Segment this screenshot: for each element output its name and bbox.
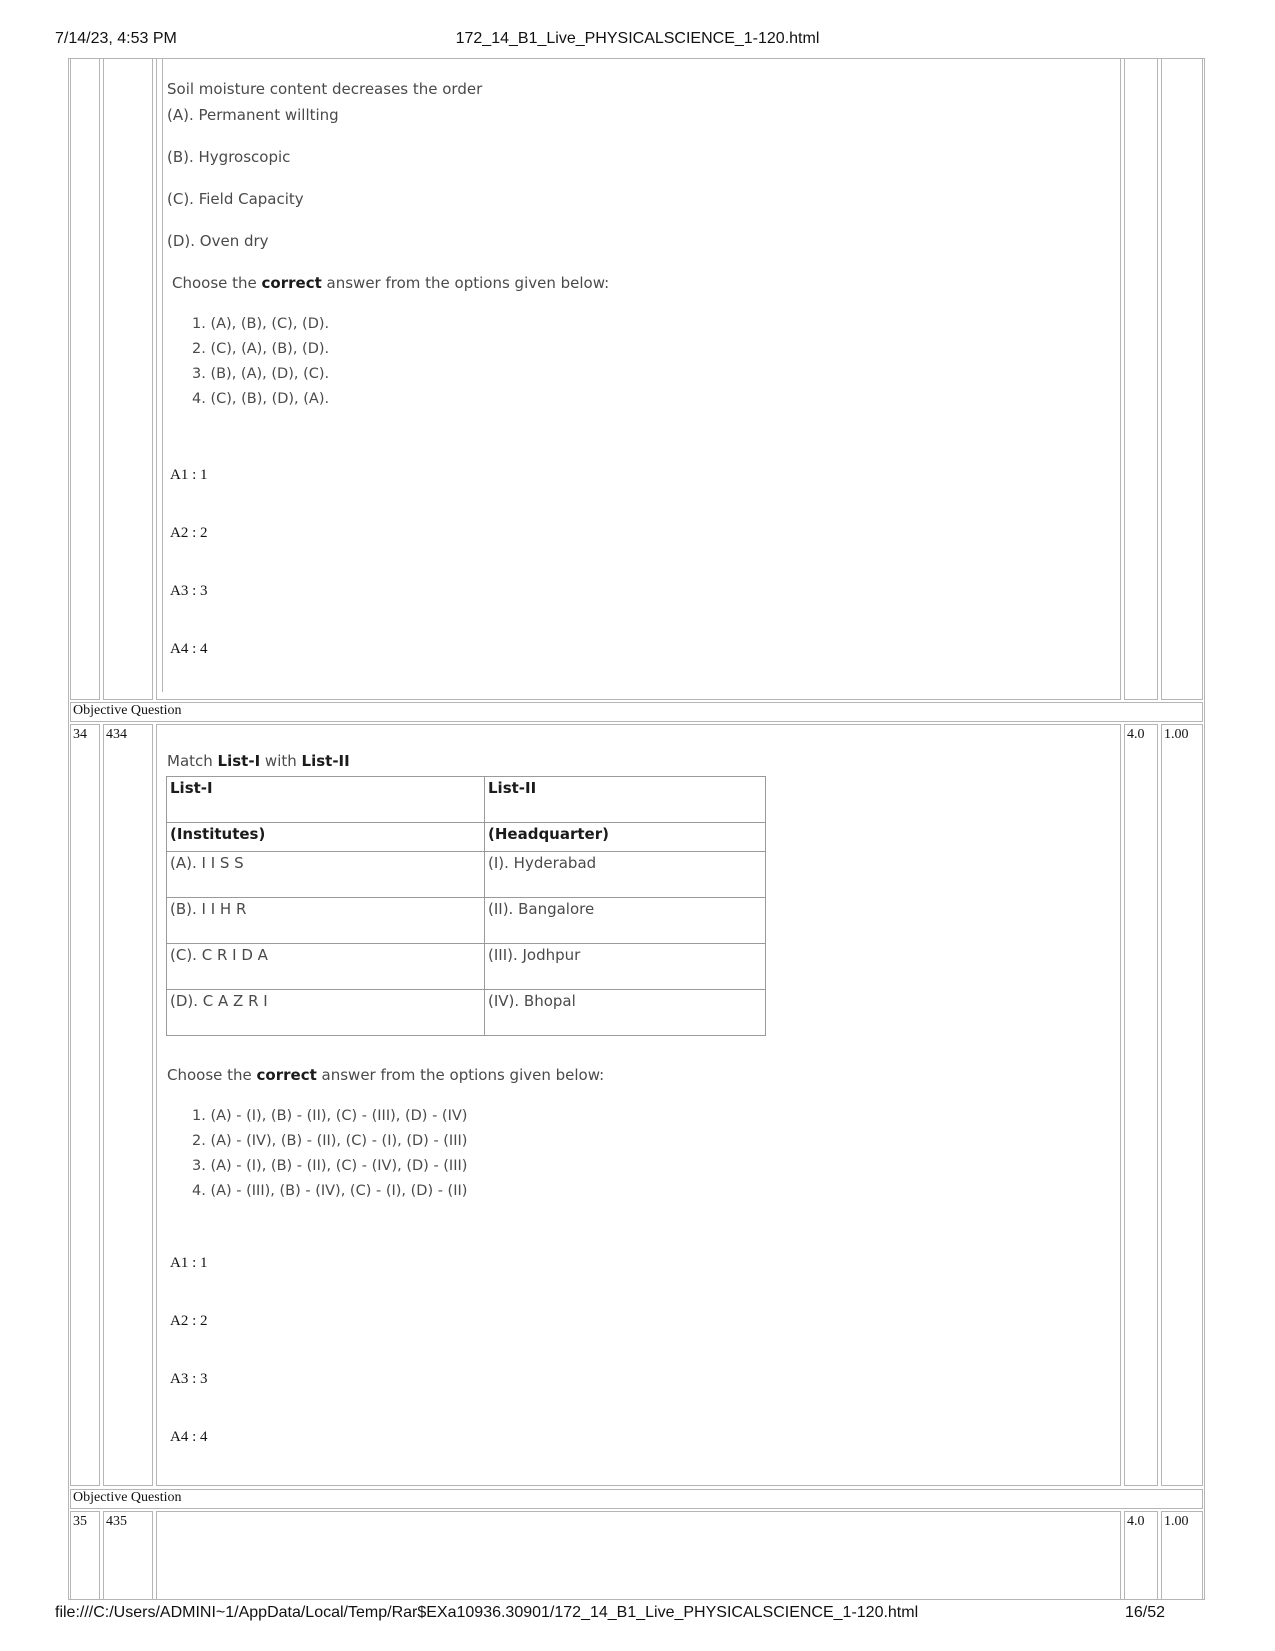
q33-option-3: 3. (B), (A), (D), (C). bbox=[192, 366, 330, 382]
section-label-row bbox=[70, 1489, 1203, 1509]
table-cell: (II). Bangalore bbox=[485, 898, 766, 944]
list-1-header: List-I bbox=[167, 777, 485, 823]
q33-qid-cell bbox=[103, 58, 153, 700]
section-label-row bbox=[70, 702, 1203, 722]
print-file-path: file:///C:/Users/ADMINI~1/AppData/Local/Temp/Rar$EXa10936.30901/172_14_B1_Live_PHYSICALSCIENCE_1-120.html bbox=[55, 1604, 919, 1621]
table-cell: (D). C A Z R I bbox=[167, 990, 485, 1036]
q33-negative-cell bbox=[1161, 58, 1203, 700]
q33-option-1: 1. (A), (B), (C), (D). bbox=[192, 316, 330, 332]
table-cell: (B). I I H R bbox=[167, 898, 485, 944]
q33-answer-1: A1 : 1 bbox=[170, 467, 208, 483]
q34-question-id: 434 bbox=[106, 727, 127, 742]
table-cell: (A). I I S S bbox=[167, 852, 485, 898]
q33-answer-3: A3 : 3 bbox=[170, 583, 208, 599]
q33-stem: Soil moisture content decreases the order bbox=[167, 80, 483, 98]
q33-option-2: 2. (C), (A), (B), (D). bbox=[192, 341, 330, 357]
q34-negative-marks: 1.00 bbox=[1164, 727, 1189, 742]
print-datetime: 7/14/23, 4:53 PM bbox=[55, 30, 177, 47]
q34-option-1: 1. (A) - (I), (B) - (II), (C) - (III), (D) - (IV) bbox=[192, 1108, 468, 1124]
list-2-subheader: (Headquarter) bbox=[485, 823, 766, 852]
q33-choose-instruction: Choose the correct answer from the options given below: bbox=[172, 274, 610, 292]
table-cell: (IV). Bhopal bbox=[485, 990, 766, 1036]
print-title: 172_14_B1_Live_PHYSICALSCIENCE_1-120.html bbox=[455, 30, 820, 47]
q33-item-a: (A). Permanent willting bbox=[167, 106, 339, 124]
page-number: 16/52 bbox=[1124, 1604, 1165, 1621]
q35-marks: 4.0 bbox=[1127, 1514, 1145, 1529]
section-label: Objective Question bbox=[73, 1490, 182, 1505]
q34-marks: 4.0 bbox=[1127, 727, 1145, 742]
q34-option-3: 3. (A) - (I), (B) - (II), (C) - (IV), (D) - (III) bbox=[192, 1158, 468, 1174]
q33-answer-4: A4 : 4 bbox=[170, 641, 208, 657]
q34-answer-2: A2 : 2 bbox=[170, 1313, 208, 1329]
q34-qid-cell bbox=[103, 724, 153, 1486]
q34-marks-cell bbox=[1124, 724, 1158, 1486]
section-label: Objective Question bbox=[73, 703, 182, 718]
table-cell: (III). Jodhpur bbox=[485, 944, 766, 990]
q34-answer-1: A1 : 1 bbox=[170, 1255, 208, 1271]
q34-sno-cell bbox=[70, 724, 100, 1486]
q34-negative-cell bbox=[1161, 724, 1203, 1486]
list-1-subheader: (Institutes) bbox=[167, 823, 485, 852]
q34-serial-number: 34 bbox=[73, 727, 87, 742]
q33-item-b: (B). Hygroscopic bbox=[167, 148, 291, 166]
q35-body-cell bbox=[156, 1511, 1121, 1600]
q34-choose-instruction: Choose the correct answer from the options given below: bbox=[167, 1066, 605, 1084]
q34-answer-3: A3 : 3 bbox=[170, 1371, 208, 1387]
q33-content-frame bbox=[162, 58, 163, 692]
q34-stem: Match List-I with List-II bbox=[167, 752, 350, 770]
q33-answer-2: A2 : 2 bbox=[170, 525, 208, 541]
q35-negative-marks: 1.00 bbox=[1164, 1514, 1189, 1529]
q34-answer-4: A4 : 4 bbox=[170, 1429, 208, 1445]
q34-option-4: 4. (A) - (III), (B) - (IV), (C) - (I), (D) - (II) bbox=[192, 1183, 468, 1199]
q35-serial-number: 35 bbox=[73, 1514, 87, 1529]
table-cell: (C). C R I D A bbox=[167, 944, 485, 990]
q33-item-d: (D). Oven dry bbox=[167, 232, 269, 250]
q34-match-table bbox=[166, 776, 766, 1036]
table-cell: (I). Hyderabad bbox=[485, 852, 766, 898]
q33-item-c: (C). Field Capacity bbox=[167, 190, 304, 208]
q33-marks-cell bbox=[1124, 58, 1158, 700]
q33-option-4: 4. (C), (B), (D), (A). bbox=[192, 391, 330, 407]
q33-sno-cell bbox=[70, 58, 100, 700]
q34-option-2: 2. (A) - (IV), (B) - (II), (C) - (I), (D) - (III) bbox=[192, 1133, 468, 1149]
q35-question-id: 435 bbox=[106, 1514, 127, 1529]
list-2-header: List-II bbox=[485, 777, 766, 823]
